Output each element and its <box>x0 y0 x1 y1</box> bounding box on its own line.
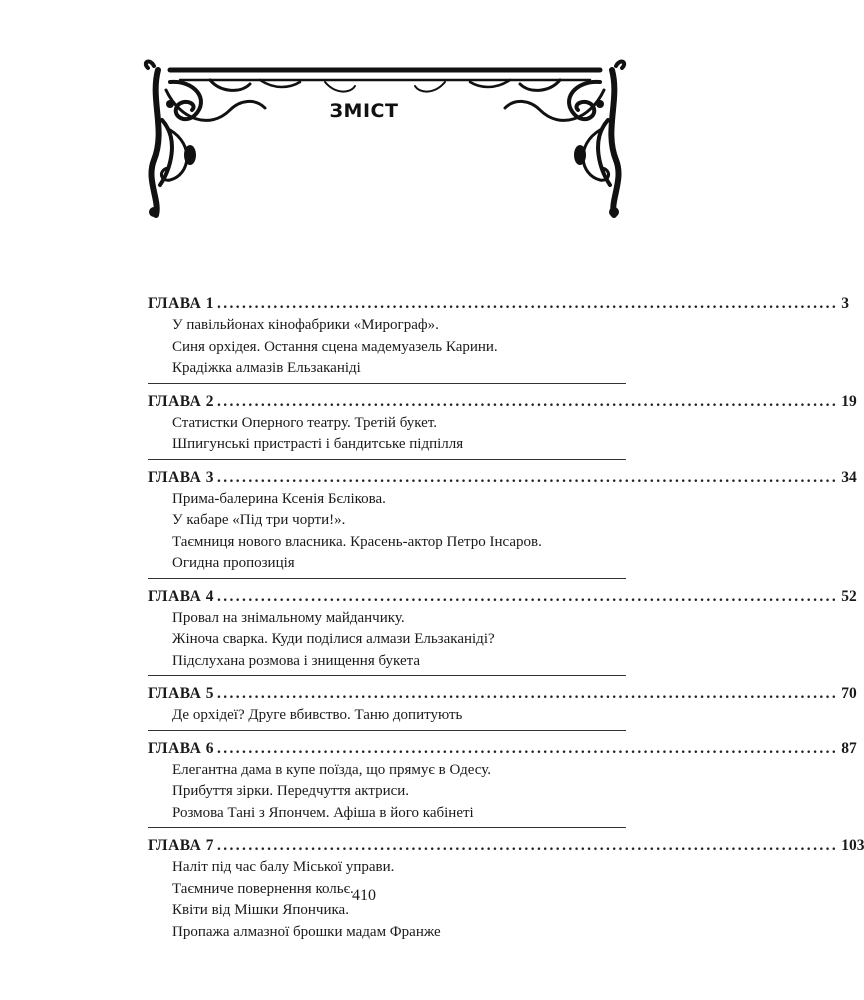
chapter-subtitle: Крадіжка алмазів Ельзаканіді <box>172 360 361 376</box>
chapter-subtitle: Підслухана розмова і знищення букета <box>172 652 421 669</box>
chapter-line[interactable] <box>148 683 857 705</box>
chapter-subtitle: Розмова Тані з Япончем. Афіша в його кабінеті <box>172 804 474 821</box>
chapter-subtitle: Квіти від Мішки Япончика. <box>172 902 349 918</box>
toc-chapter-6 <box>148 738 857 829</box>
page-number: 410 <box>352 887 376 904</box>
toc-chapter-2 <box>148 391 857 460</box>
chapter-subtitle: У кабаре «Під три чорти!». <box>172 512 346 528</box>
toc-chapter-5 <box>148 683 857 731</box>
toc-heading: ЗМІСТ <box>329 100 399 122</box>
chapter-page: 103 <box>841 837 864 854</box>
chapter-title: ГЛАВА 4 <box>148 587 214 605</box>
chapter-subtitle: Де орхідеї? Друге вбивство. Таню допитують <box>172 707 463 723</box>
dot-leader: ................................................................................................... <box>216 837 839 854</box>
chapter-subtitle: Таємниче повернення кольє. <box>172 880 354 897</box>
chapter-subtitle: Огидна пропозиція <box>172 555 295 571</box>
chapter-subtitle: Прибуття зірки. Передчуття актриси. <box>172 783 410 799</box>
toc-chapter-4 <box>148 586 857 677</box>
chapter-line[interactable] <box>148 293 849 315</box>
dot-leader: ................................................................................................... <box>216 587 839 605</box>
toc-chapter-3 <box>148 467 857 579</box>
chapter-subtitle: Статистки Оперного театру. Третій букет. <box>172 414 438 431</box>
dot-leader: ................................................................................................... <box>216 468 839 486</box>
chapter-line[interactable] <box>148 391 857 413</box>
chapter-page: 70 <box>841 685 857 702</box>
chapter-page: 52 <box>841 587 857 605</box>
chapter-title: ГЛАВА 1 <box>148 295 214 312</box>
chapter-subtitle: Провал на знімальному майданчику. <box>172 609 405 626</box>
chapter-line[interactable] <box>148 586 857 608</box>
chapter-title: ГЛАВА 2 <box>148 392 214 410</box>
toc-chapter-1 <box>148 293 849 384</box>
chapter-line[interactable] <box>148 467 857 489</box>
chapter-subtitle: Пропажа алмазної брошки мадам Франже <box>172 923 441 940</box>
chapter-subtitle: У павільйонах кінофабрики «Мирограф». <box>172 317 439 333</box>
chapter-page: 34 <box>841 468 857 486</box>
chapter-subtitle: Елегантна дама в купе поїзда, що прямує в Одесу. <box>172 761 491 778</box>
table-of-contents <box>148 293 864 953</box>
chapter-subtitle: Жіноча сварка. Куди поділися алмази Ельзаканіді? <box>172 631 495 647</box>
chapter-title: ГЛАВА 3 <box>148 468 214 486</box>
dot-leader: ................................................................................................... <box>216 392 839 410</box>
chapter-subtitle: Таємниця нового власника. Красень-актор Петро Інсаров. <box>172 533 542 550</box>
chapter-subtitle: Наліт під час балу Міської управи. <box>172 859 395 875</box>
chapter-page: 19 <box>841 392 857 410</box>
ornamental-frame <box>140 60 630 225</box>
chapter-subtitle: Прима-балерина Ксенія Бєлікова. <box>172 490 386 507</box>
dot-leader: ................................................................................................... <box>216 295 839 312</box>
chapter-title: ГЛАВА 6 <box>148 739 214 757</box>
chapter-line[interactable] <box>148 738 857 760</box>
chapter-subtitle: Синя орхідея. Остання сцена мадемуазель Карини. <box>172 338 498 355</box>
chapter-title: ГЛАВА 7 <box>148 837 214 854</box>
chapter-line[interactable] <box>148 835 864 857</box>
chapter-title: ГЛАВА 5 <box>148 685 214 702</box>
chapter-page: 3 <box>841 295 849 312</box>
chapter-page: 87 <box>841 739 857 757</box>
chapter-subtitle: Шпигунські пристрасті і бандитське підпілля <box>172 436 464 452</box>
dot-leader: ................................................................................................... <box>216 685 839 702</box>
dot-leader: ................................................................................................... <box>216 739 839 757</box>
